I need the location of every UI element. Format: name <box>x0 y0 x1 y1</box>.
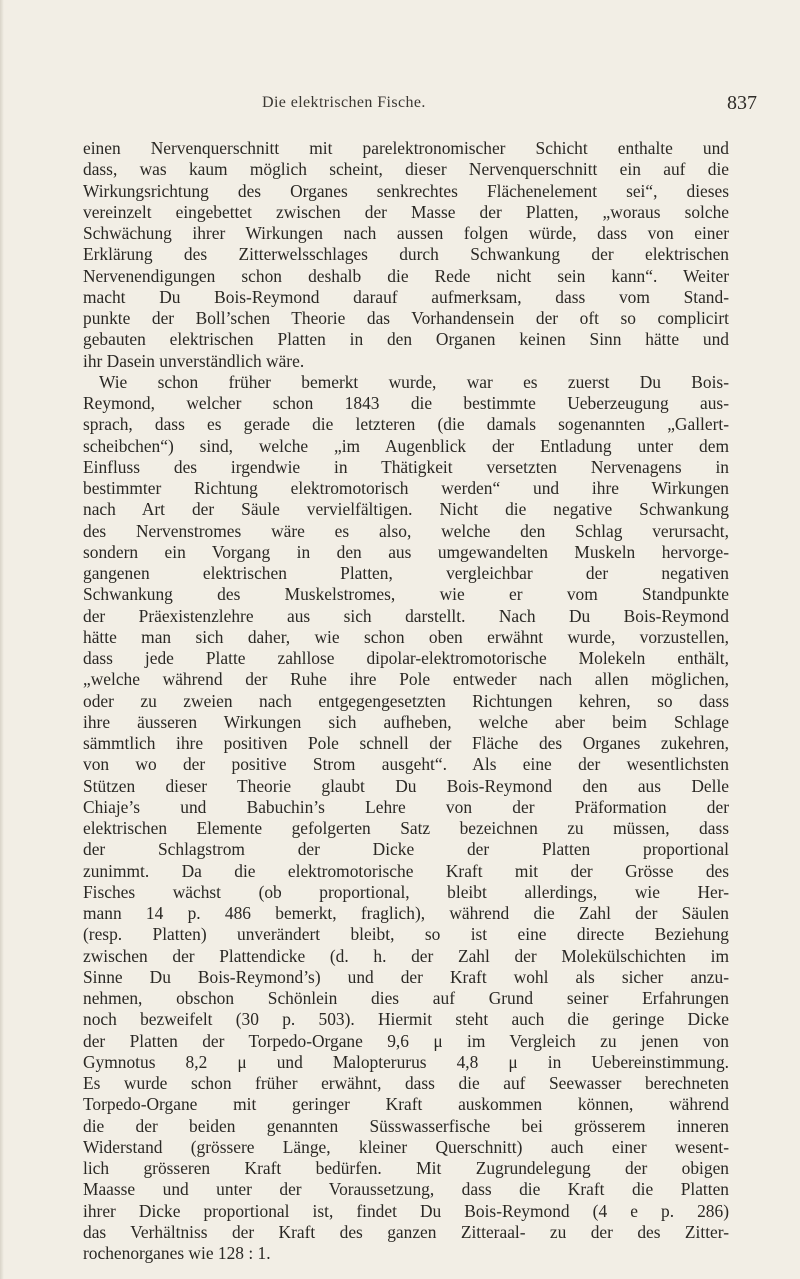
text-line: dass, was kaum möglich scheint, dieser Nervenquerschnitt ein auf die <box>83 159 729 180</box>
text-line: Schwächung ihrer Wirkungen nach aussen folgen würde, dass von einer <box>83 223 729 243</box>
text-line: vereinzelt eingebettet zwischen der Masse der Platten, „woraus solche <box>83 201 729 222</box>
text-line: (resp. Platten) unverändert bleibt, so ist eine directe Beziehung <box>83 924 729 945</box>
text-line: bestimmter Richtung elektromotorisch werden“ und ihre Wirkungen <box>83 478 729 498</box>
text-line: Chiaje’s und Babuchin’s Lehre von der Präformation der <box>83 796 729 817</box>
text-line: Erklärung des Zitterwelsschlages durch Schwankung der elektrischen <box>83 244 729 265</box>
text-line: dass jede Platte zahllose dipolar-elektromotorische Molekeln enthält, <box>83 648 729 668</box>
text-line: Gymnotus 8,2 μ und Malopterurus 4,8 μ in Uebereinstimmung. <box>83 1051 729 1072</box>
text-line: Einfluss des irgendwie in Thätigkeit versetzten Nervenagens in <box>83 456 729 477</box>
page-edge <box>0 0 4 1279</box>
text-line: zwischen der Plattendicke (d. h. der Zahl der Molekülschichten im <box>83 945 729 966</box>
text-line: Sinne Du Bois-Reymond’s) und der Kraft wohl als sicher anzu- <box>83 966 729 987</box>
text-line: Widerstand (grössere Länge, kleiner Querschnitt) auch einer wesent- <box>83 1136 729 1157</box>
page-header <box>0 94 800 118</box>
text-line: nach Art der Säule vervielfältigen. Nicht die negative Schwankung <box>83 499 729 520</box>
text-line: Wirkungsrichtung des Organes senkrechtes Flächenelement sei“, dieses <box>83 180 729 201</box>
text-line: gangenen elektrischen Platten, vergleichbar der negativen <box>83 563 729 583</box>
text-line: einen Nervenquerschnitt mit parelektronomischer Schicht enthalte und <box>83 138 729 158</box>
page-number: 837 <box>727 92 757 114</box>
text-line: von wo der positive Strom ausgeht“. Als eine der wesentlichsten <box>83 754 729 775</box>
text-line: Fisches wächst (ob proportional, bleibt allerdings, wie Her- <box>83 881 729 902</box>
text-line: sprach, dass es gerade die letzteren (die damals sogenannten „Gallert- <box>83 414 729 435</box>
text-line: der Schlagstrom der Dicke der Platten proportional <box>83 839 729 860</box>
text-line: scheibchen“) sind, welche „im Augenblick der Entladung unter dem <box>83 435 729 456</box>
text-line: Wie schon früher bemerkt wurde, war es zuerst Du Bois- <box>99 371 729 392</box>
text-line: des Nervenstromes wäre es also, welche den Schlag verursacht, <box>83 520 729 541</box>
text-line: Reymond, welcher schon 1843 die bestimmte Ueberzeugung aus- <box>83 393 729 413</box>
text-line: mann 14 p. 486 bemerkt, fraglich), während die Zahl der Säulen <box>83 903 729 923</box>
text-line: hätte man sich daher, wie schon oben erwähnt wurde, vorzustellen, <box>83 626 729 647</box>
text-line: ihr Dasein unverständlich wäre. <box>83 350 305 371</box>
text-line: der Präexistenzlehre aus sich darstellt. Nach Du Bois-Reymond <box>83 605 729 626</box>
text-line: oder zu zweien nach entgegengesetzten Richtungen kehren, so dass <box>83 690 729 711</box>
running-title: Die elektrischen Fische. <box>262 94 426 111</box>
text-line: Nervenendigungen schon deshalb die Rede nicht sein kann“. Weiter <box>83 265 729 286</box>
text-line: die der beiden genannten Süsswasserfische bei grösserem inneren <box>83 1115 729 1136</box>
text-line: lich grösseren Kraft bedürfen. Mit Zugrundelegung der obigen <box>83 1158 729 1178</box>
body-text <box>83 138 729 1264</box>
text-line: Torpedo-Organe mit geringer Kraft auskommen können, während <box>83 1094 729 1115</box>
text-line: noch bezweifelt (30 p. 503). Hiermit steht auch die geringe Dicke <box>83 1009 729 1030</box>
text-line: Es wurde schon früher erwähnt, dass die auf Seewasser berechneten <box>83 1073 729 1093</box>
text-line: der Platten der Torpedo-Organe 9,6 μ im Vergleich zu jenen von <box>83 1030 729 1051</box>
text-line: sämmtlich ihre positiven Pole schnell der Fläche des Organes zukehren, <box>83 733 729 753</box>
text-line: gebauten elektrischen Platten in den Organen keinen Sinn hätte und <box>83 329 729 350</box>
text-line: punkte der Boll’schen Theorie das Vorhandensein der oft so complicirt <box>83 308 729 328</box>
text-line: macht Du Bois-Reymond darauf aufmerksam, dass vom Stand- <box>83 286 729 307</box>
text-line: ihre äusseren Wirkungen sich aufheben, welche aber beim Schlage <box>83 711 729 732</box>
text-line: Schwankung des Muskelstromes, wie er vom Standpunkte <box>83 584 729 605</box>
text-line: nehmen, obschon Schönlein dies auf Grund seiner Erfahrungen <box>83 988 729 1008</box>
text-line: elektrischen Elemente gefolgerten Satz bezeichnen zu müssen, dass <box>83 818 729 838</box>
text-line: das Verhältniss der Kraft des ganzen Zitteraal- zu der des Zitter- <box>83 1221 729 1242</box>
text-line: Stützen dieser Theorie glaubt Du Bois-Reymond den aus Delle <box>83 775 729 796</box>
text-line: zunimmt. Da die elektromotorische Kraft mit der Grösse des <box>83 860 729 881</box>
text-line: rochenorganes wie 128 : 1. <box>83 1243 271 1263</box>
text-line: sondern ein Vorgang in den aus umgewandelten Muskeln hervorge- <box>83 541 729 562</box>
text-line: Maasse und unter der Voraussetzung, dass die Kraft die Platten <box>83 1179 729 1200</box>
text-line: „welche während der Ruhe ihre Pole entweder nach allen möglichen, <box>83 669 729 690</box>
text-line: ihrer Dicke proportional ist, findet Du Bois-Reymond (4 e p. 286) <box>83 1200 729 1221</box>
